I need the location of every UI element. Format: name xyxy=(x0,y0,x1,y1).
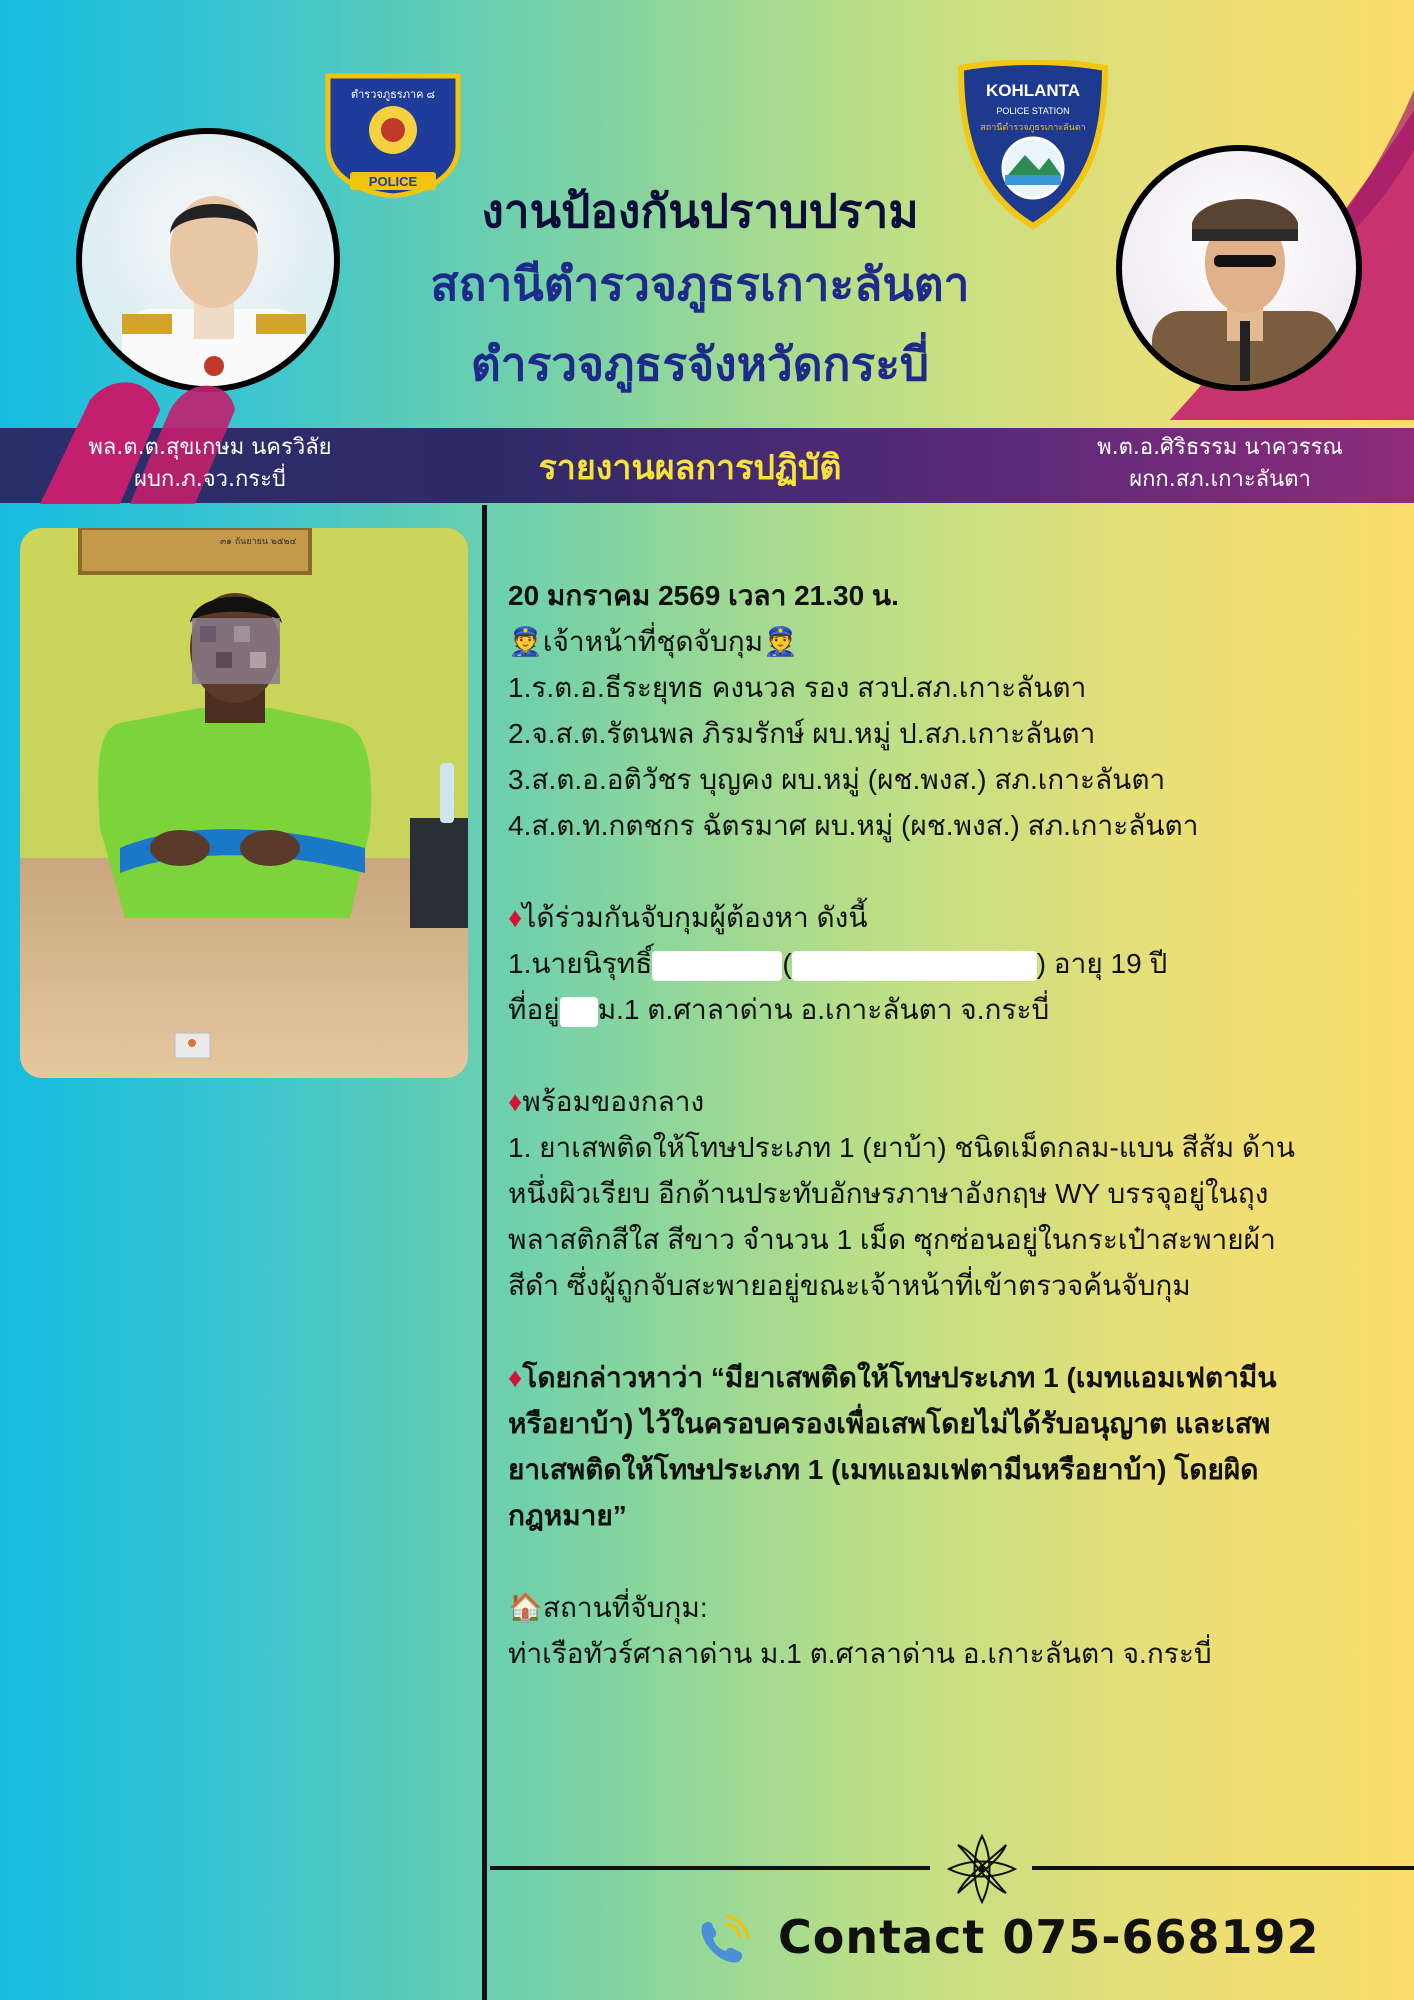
team-heading: เจ้าหน้าที่ชุดจับกุม xyxy=(542,626,764,657)
report-datetime: 20 มกราคม 2569 เวลา 21.30 น. xyxy=(508,580,899,611)
charge-line: โดยกล่าวหาว่า “มียาเสพติดให้โทษประเภท 1 (เมทแอมเฟตามีน xyxy=(522,1362,1277,1393)
report-body xyxy=(508,573,1388,1677)
diamond-icon: ♦ xyxy=(508,1362,523,1393)
police-officer-icon: 👮 xyxy=(508,626,543,657)
lotus-ornament-icon xyxy=(945,1832,1019,1906)
team-member: 2.จ.ส.ต.รัตนพล ภิรมรักษ์ ผบ.หมู่ ป.สภ.เกาะลันตา xyxy=(508,718,1096,749)
evidence-line: 1. ยาเสพติดให้โทษประเภท 1 (ยาบ้า) ชนิดเม็ดกลม-แบน สีส้ม ด้าน xyxy=(508,1132,1295,1163)
title-line-3: ตำรวจภูธรจังหวัดกระบี่ xyxy=(470,337,930,391)
arrest-photo xyxy=(20,528,468,1078)
title-line-1: งานป้องกันปราบปราม xyxy=(481,184,919,238)
arrest-location: ท่าเรือทัวร์ศาลาด่าน ม.1 ต.ศาลาด่าน อ.เกาะลันตา จ.กระบี่ xyxy=(508,1638,1212,1669)
footer-rule-left xyxy=(490,1866,930,1870)
address-prefix: ที่อยู่ xyxy=(508,994,560,1025)
suspect-row: 1.นายนิรุทธิ์ ( ) อายุ 19 ปี xyxy=(508,948,1168,979)
officer-right-name: พ.ต.อ.ศิริธรรม นาควรรณ xyxy=(1097,435,1343,460)
evidence-line: สีดำ ซึ่งผู้ถูกจับสะพายอยู่ขณะเจ้าหน้าที่เข้าตรวจค้นจับกุม xyxy=(508,1270,1191,1301)
location-heading-row xyxy=(508,1585,1388,1631)
arrest-heading-row xyxy=(508,895,1388,941)
officer-nameplate-right xyxy=(1050,432,1390,496)
officer-portrait-right xyxy=(1116,145,1362,391)
evidence-heading-row xyxy=(508,1079,1388,1125)
photo-frame-text: ๓๑ ถันยายน ๒๕๒๔ xyxy=(220,537,297,547)
contact-phone: Contact 075-668192 xyxy=(778,1910,1320,1964)
badge-right-name: KOHLANTA xyxy=(985,81,1081,100)
location-heading: สถานที่จับกุม: xyxy=(542,1592,708,1623)
evidence-heading: พร้อมของกลาง xyxy=(522,1086,705,1117)
badge-left-label: POLICE xyxy=(368,174,418,189)
address-suffix: ม.1 ต.ศาลาด่าน อ.เกาะลันตา จ.กระบี่ xyxy=(597,994,1050,1025)
team-heading-row xyxy=(508,619,1388,665)
redacted-house-number xyxy=(560,997,598,1027)
officer-right-position: ผกก.สภ.เกาะลันตา xyxy=(1129,467,1311,492)
phone-icon xyxy=(692,1912,752,1972)
evidence-line: พลาสติกสีใส สีขาว จำนวน 1 เม็ด ซุกซ่อนอยู่ในกระเป๋าสะพายผ้า xyxy=(508,1224,1276,1255)
diamond-icon: ♦ xyxy=(508,902,523,933)
charge-row xyxy=(508,1355,1388,1401)
badge-right-sub: POLICE STATION xyxy=(996,106,1070,116)
officer-left-position: ผบก.ภ.จว.กระบี่ xyxy=(134,467,286,492)
suspect-age: ) อายุ 19 ปี xyxy=(1036,948,1168,979)
officer-nameplate-left xyxy=(40,432,380,496)
redacted-id xyxy=(792,951,1037,981)
charge-line: หรือยาบ้า) ไว้ในครอบครองเพื่อเสพโดยไม่ได้รับอนุญาต และเสพ xyxy=(508,1408,1271,1439)
badge-left-arc: ตำรวจภูธรภาค ๘ xyxy=(350,89,436,101)
team-member: 4.ส.ต.ท.กตชกร ฉัตรมาศ ผบ.หมู่ (ผช.พงส.) สภ.เกาะลันตา xyxy=(508,810,1199,841)
badge-right-thai: สถานีตำรวจภูธรเกาะลันตา xyxy=(980,122,1086,132)
officer-portrait-left xyxy=(76,128,340,392)
footer-rule-right xyxy=(1032,1866,1414,1870)
house-icon: 🏠 xyxy=(508,1592,543,1623)
team-member: 1.ร.ต.อ.ธีระยุทธ คงนวล รอง สวป.สภ.เกาะลันตา xyxy=(508,672,1087,703)
title-line-2: สถานีตำรวจภูธรเกาะลันตา xyxy=(430,257,970,311)
arrest-heading: ได้ร่วมกันจับกุมผู้ต้องหา ดังนี้ xyxy=(522,902,868,933)
column-divider xyxy=(482,505,487,2000)
address-row xyxy=(508,987,1388,1033)
police-officer-icon: 👮 xyxy=(763,626,799,657)
report-title: รายงานผลการปฏิบัติ xyxy=(538,448,842,488)
suspect-prefix: 1.นายนิรุทธิ์ xyxy=(508,948,653,979)
officer-left-name: พล.ต.ต.สุขเกษม นครวิลัย xyxy=(88,435,332,460)
charge-line: ยาเสพติดให้โทษประเภท 1 (เมทแอมเฟตามีนหรือยาบ้า) โดยผิด xyxy=(508,1454,1259,1485)
team-member: 3.ส.ต.อ.อติวัชร บุญคง ผบ.หมู่ (ผช.พงส.) สภ.เกาะลันตา xyxy=(508,764,1166,795)
redacted-surname xyxy=(652,951,782,981)
charge-line: กฎหมาย” xyxy=(508,1500,627,1531)
diamond-icon: ♦ xyxy=(508,1086,523,1117)
evidence-line: หนึ่งผิวเรียบ อีกด้านประทับอักษรภาษาอังกฤษ WY บรรจุอยู่ในถุง xyxy=(508,1178,1269,1209)
